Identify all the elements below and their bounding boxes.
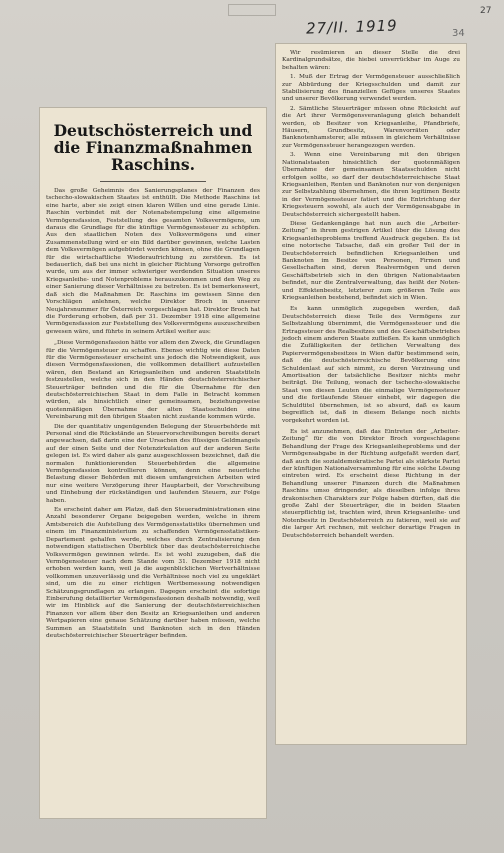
paragraph: Wir resümieren an dieser Stelle die drei Kardinalgrundsätze, die hiebei unverrückbar im Auge zu behalten wären:: [282, 50, 460, 71]
headline-rule: [100, 181, 206, 182]
paragraph: 3. Wenn eine Vereinbarung mit den übrigen Nationalstaaten hinsichtlich der quotenmäßigen Übernahme der gemeinsamen Staatsschulden nicht erfolgen sollte, so darf der deutschösterreichische Staat Kriegsanleihen, Renten und Banknoten nur von denjenigen zur Selbstzahlung übernehmen, die ihren legitimen Besitz in der Vermögenssteuer fatiert und die Entrichtung der Kriegssteuern sowohl, als auch der Vermögensabgabe in Deutschösterreich sichergestellt haben.: [282, 152, 460, 218]
right-column-text: [282, 50, 460, 540]
paragraph: Es erscheint daher am Platze, daß den Steueradministrationen eine Anzahl besonderer Organe beigegeben werden, welche in ihrem Amtsbereich die Aufstellung des Vermögensstatistiks übernehmen und einem im Finanzministerium zu schaffenden Vermögensstatistiken-Departement gehalfen werde, welches durch Zentralisierung den notwendigen statistischen Überblick über das deutschösterreichische Volksvermögen gewinnen würde. Es ist wohl zuzugeben, daß die Vermögenssteuer nach dem Stande vom 31. Dezember 1918 nicht erhoben werden kann, weil ja die augenblicklichen Wertverhältnisse vollkommen unzuverlässig und die Verhältnisse noch viel zu ungeklärt sind, um die zu einer richtigen Wertbemessung notwendigen Schätzungsgrundlagen zu erlangen. Dagegen erscheint die sofortige Einberufung detaillierter Vermögensfassionen deshalb notwendig, weil wir im Hinblick auf die Sanierung der deutschösterreichischen Finanzen vor allem über den Besitz an Kriegsanleihen und anderen Wertpapieren eine genaue Schätzung darüber haben müssen, welche Summen an Staatstiteln und Banknoten sich in den Händen deutschösterreichischer Steuerträger befinden.: [46, 507, 260, 639]
page-number-secondary: 34: [452, 28, 465, 39]
paragraph: Es kann unmöglich zugegeben werden, daß Deutschösterreich diese Teile des Vermögens zur Selbstzahlung übernimmt, die Vermögenssteuer und die Ertragssteuer des Realbesitzes und des Geschäftsbetriebes jedoch einem anderen Staate zufließen. Es kann unmöglich die Zufälligkeiten der örtlichen Verwaltung des Papiervermögensbesitzes in Wien dafür bestimmend sein, daß die deutschösterreichische Bevölkerung eine Schuldenlast auf sich nimmt, zu deren Verzinsung und Amortisation der tatsächliche Besitzer nichts mehr beiträgt. Die Teilung, wonach der tschecho-slowakische Staat von diesen Leuten die einmalige Vermögenssteuer und die fortlaufende Steuer einhebt, wir dagegen die Schuldtitel übernehmen, ist so absurd, daß es kaum begreiflich ist, daß in diesem Belange noch nichts vorgekehrt worden ist.: [282, 306, 460, 424]
paragraph: Das große Geheimnis des Sanierungsplanes der Finanzen des tschecho-slowakischen Staates ist enthüllt. Die Methode Raschins ist eine harte, aber sie zeigt einen klaren Willen und eine gerade Linie. Raschin verbindet mit der Notenabstempelung eine allgemeine Vermögensfassion, Feststellung des gesamten Volksvermögens, um daraus die Grundlage für die künftige Vermögenssteuer zu schöpfen. Aus den staatlichen Noten des Volksvermögens und einer Zusammenstellung wird er ein Bild darüber gewinnen, welche Lasten dem Volksvermögen aufgebürdet werden können, ohne die Grundlagen für die wirtschaftliche Wiederaufrichtung zu zerstören. Es ist bedauerlich, daß bei uns nicht in gleicher Richtung Vorsorge getroffen wurde, um aus der immer schwieriger werdenden Situation unseres Kriegsanleihe- und Notenproblems herauszukommen und den Weg zu einer Sanierung dieser Verhältnisse zu betreten. Es ist bemerkenswert, daß sich die Maßnahmen Dr. Raschins im gewissen Sinne den Vorschlägen anlehnen, welche Direktor Broch in unserer Neujahrsnummer für Österreich vorgeschlagen hat. Direktor Broch hat die Forderung erhoben, daß per 31. Dezember 1918 eine allgemeine Vermögensfassion zur Feststellung des Volksvermögens auszuschreiben gewesen wäre, und führte in seinem Artikel weiter aus:: [46, 188, 260, 335]
paragraph: Die der quantitativ ungenügenden Belegung der Steuerbehörde mit Personal sind die Rückstände an Steuervorschreibungen bereits derart angewachsen, daß darin eine der Ursachen des flüssigen Geldmangels auf der einen Seite und der Notenzirkulation auf der anderen Seite gelegen ist. Es wird daher als ganz ausgeschlossen bezeichnet, daß die normalen funktionierenden Steuerbehörden die allgemeine Vermögensfassion kontrollieren können, denn eine neuerliche Belastung dieser Behörden mit diesen umfangreichen Arbeiten wird nur eine weitere Verzögerung ihrer Hauptarbeit, der Vorschreibung und Einhebung der rückständigen und laufenden Steuern, zur Folge haben.: [46, 423, 260, 504]
paragraph: „Diese Vermögensfassion hätte vor allem den Zweck, die Grundlagen für die Vermögensteuer zu schaffen. Ebenso wichtig wie diese Daten für die Vermögenssteuer erscheint uns jedoch die Notwendigkeit, aus diesen Vermögensfassionen, die vollkommen detailliert aufzustellen wären, den Bestand an Kriegsanleihen und anderen Staatstiteln festzustellen, welche sich in den Händen deutschösterreichischer Steuerträger befinden und die für die Übernahme für den deutschösterreichischen Staat in dem Falle in Betracht kommen würden, als hinsichtlich einer gemeinsamen, beziehungsweise quotenmäßigen Übernahme der alten Staatsschulden eine Vereinbarung mit den übrigen Staaten nicht zustande kommen würde.: [46, 340, 260, 421]
article-headline: Deutschösterreich und die Finanzmaßnahmen Raschins.: [53, 121, 253, 174]
paragraph: Es ist anzunehmen, daß das Eintreten der „Arbeiter-Zeitung“ für die von Direktor Broch vorgeschlagene Behandlung der Frage des Kriegsanleiheproblems und der Vermögensabgabe in der Richtung aufgefaßt werden darf, daß auch die sozialdemokratische Partei als stärkste Partei der künftigen Nationalversammlung für eine solche Lösung eintreten wird. Es erscheint diese Richtung in der Behandlung unserer Finanzen durch die Maßnahmen Raschins umso dringender, als dieselben infolge ihres drakonischen Charakters zur Folge haben dürften, daß die große Zahl der Steuerträger, die in beiden Staaten steuerpflichtig ist, trachten wird, ihren Kriegsanleihe- und Notenbesitz in Deutschösterreich zu fatieren, weil sie auf die larger Art rechnen, mit welcher derartige Fragen in Deutschösterreich behandelt werden.: [282, 428, 460, 539]
handwritten-date: 27/II. 1919: [305, 16, 398, 38]
left-column-text: [46, 188, 260, 640]
clipping-right-column: [276, 44, 466, 744]
archive-stamp: [228, 4, 276, 16]
paragraph: Diese Gedankengänge hat nun auch die „Arbeiter-Zeitung“ in ihrem gestrigen Artikel über die Lösung des Kriegsanleiheproblems treffend Ausdruck gegeben. Es ist eine notorische Tatsache, daß ein großer Teil der in Deutschösterreich befindlichen Kriegsanleihen und Banknoten im Besitze von Personen, Firmen und Gesellschaften sind, deren Realvermögen und deren Geschäftsbetrieb sich in den übrigen Nationalstaaten befindet, nur die Zentralverwaltung, das heißt der Noten- und Effektenbesitz, letzterer zum größeren Teile aus Kriegsanleihen bestehend, befindet sich in Wien.: [282, 220, 460, 301]
page-number: 27: [480, 6, 492, 16]
paragraph: 1. Muß der Ertrag der Vermögensteuer ausschließlich zur Abbürdung der Kriegsschulden und damit zur Stabilisierung des finanziellen Gefüges unseres Staates und unserer Bevölkerung verwendet werden.: [282, 74, 460, 103]
clipping-left-column: [40, 108, 266, 818]
paragraph: 2. Sämtliche Steuerträger müssen ohne Rücksicht auf die Art ihrer Vermögensveranlagung gleich behandelt werden, ob Besitzer von Kriegsanleihe, Pfandbriefe, Häusern, Grundbesitz, Warenvorräten oder Banknotenhamsterer, alle müssen in gleichem Verhältnisse zur Vermögenssteuer herangezogen werden.: [282, 105, 460, 149]
